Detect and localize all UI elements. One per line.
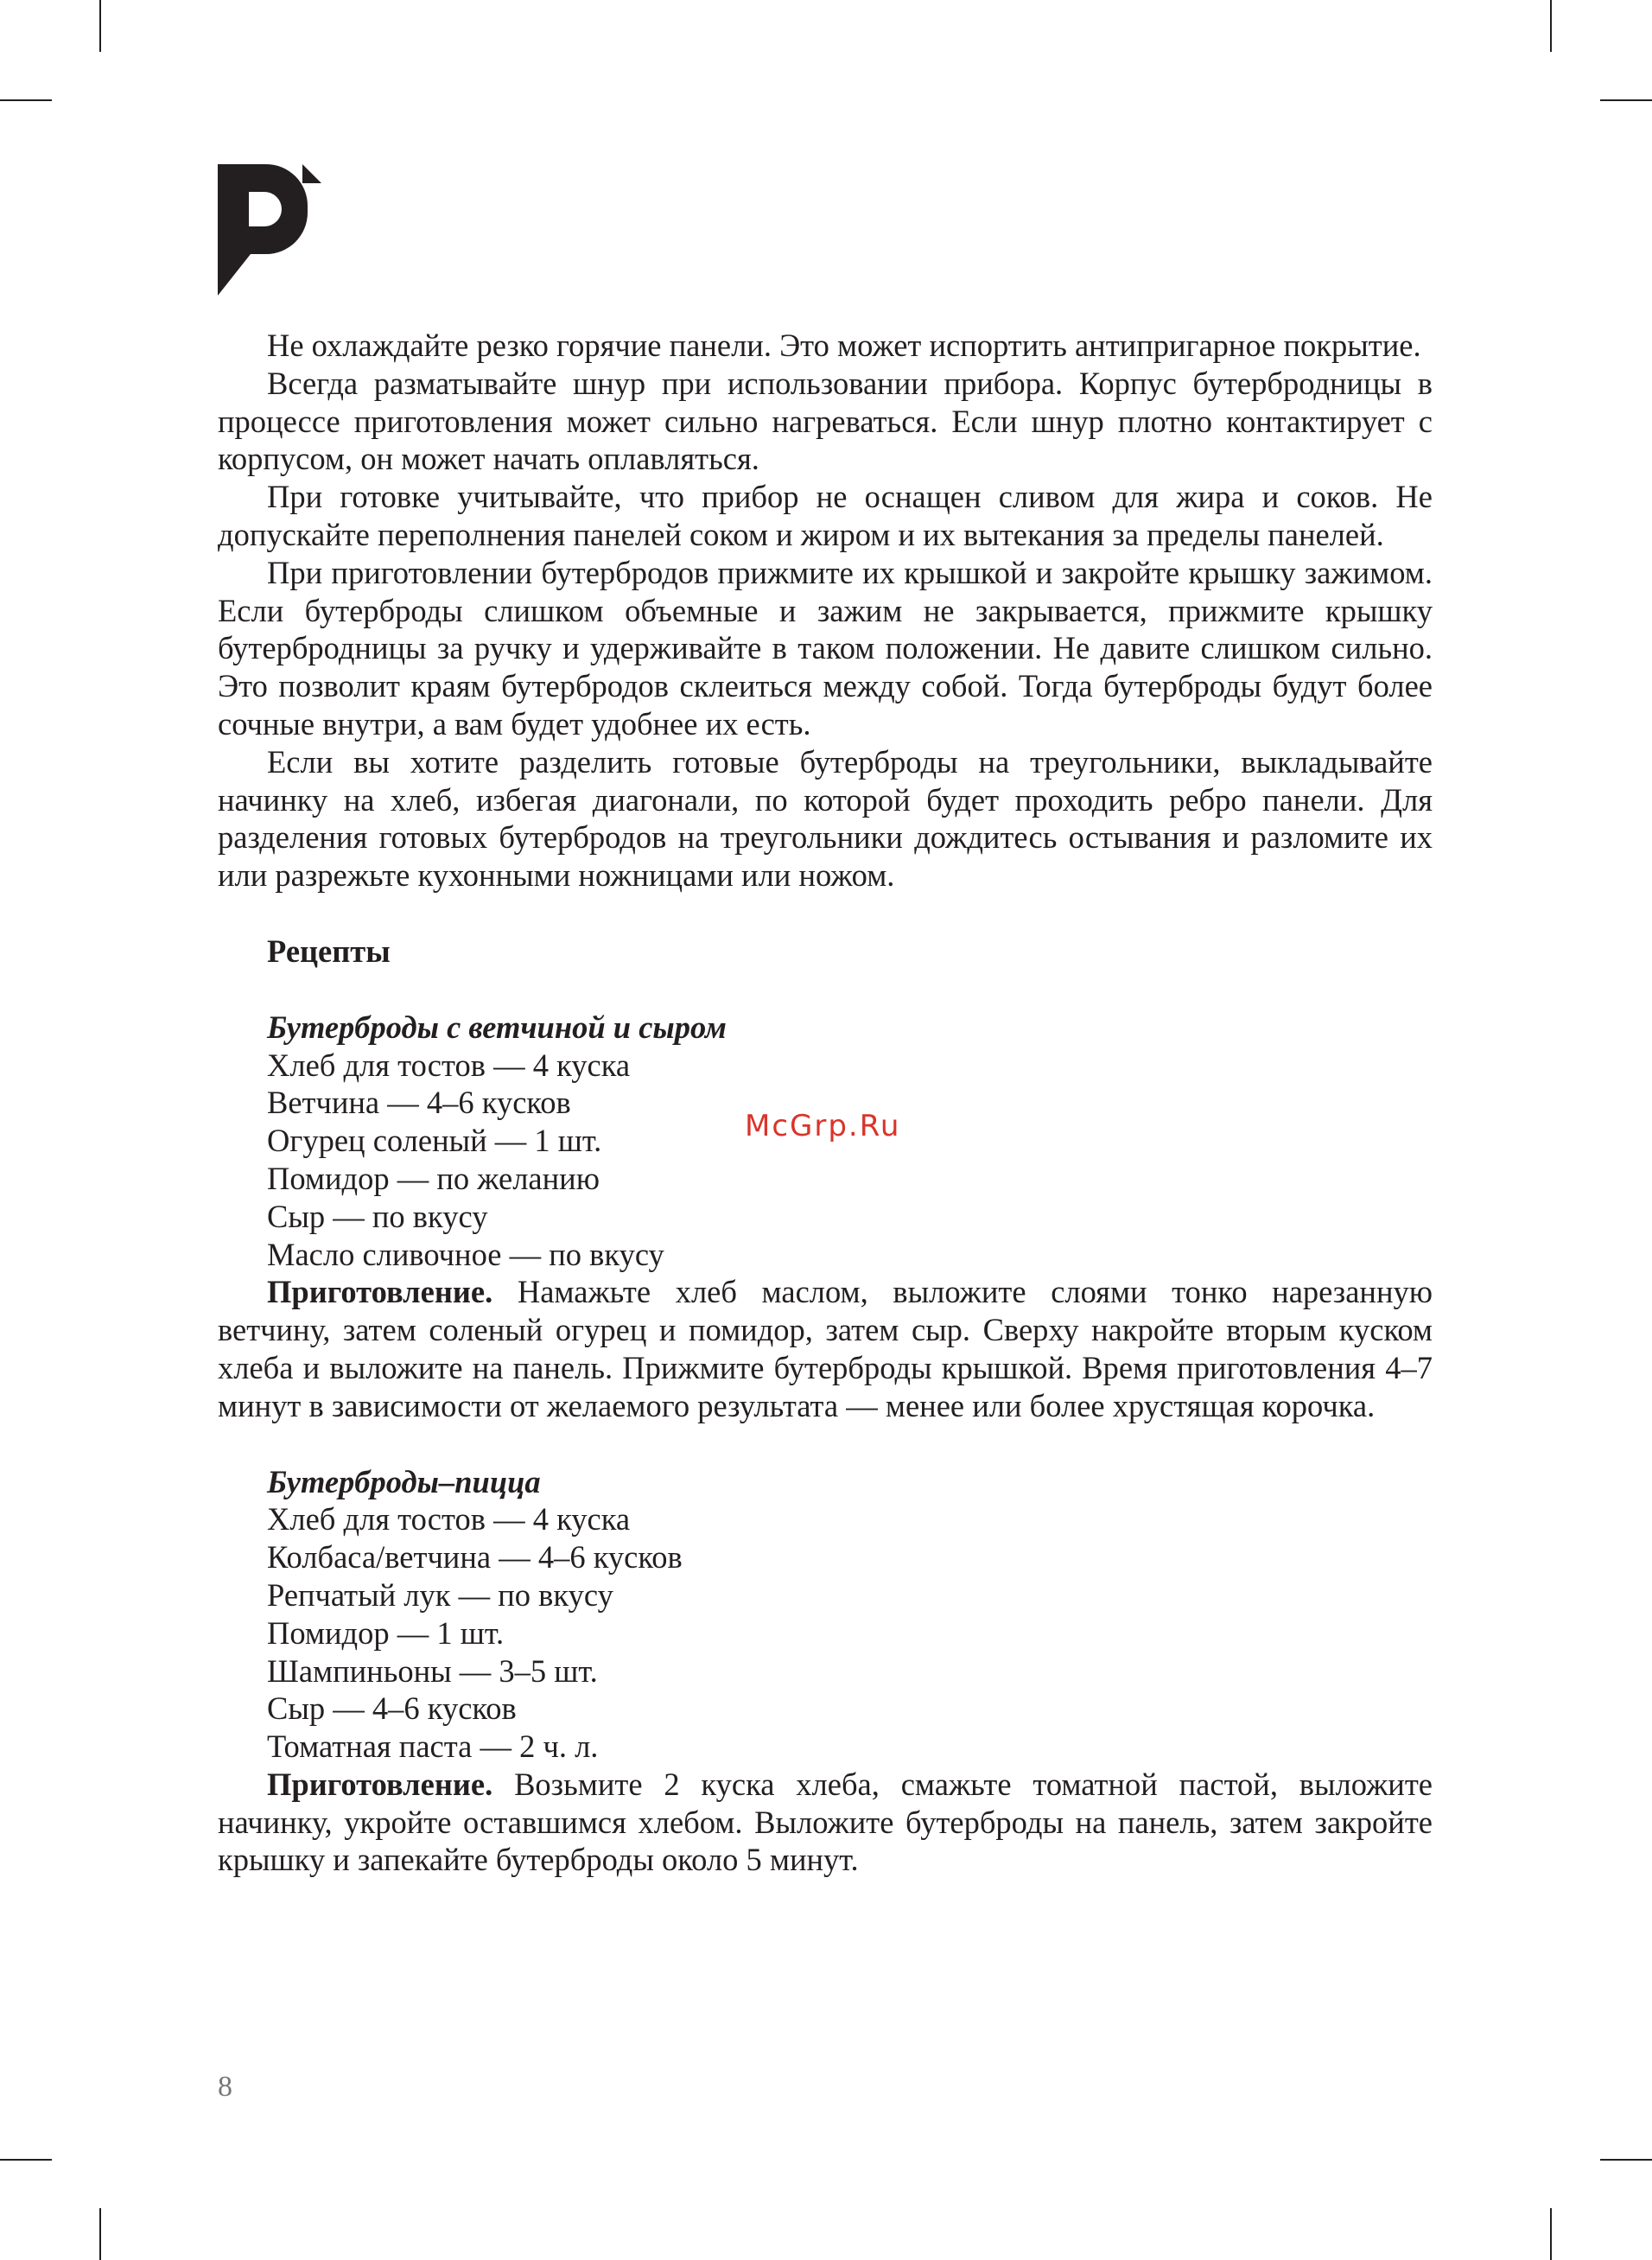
logo-letter-shape [218,164,308,296]
ingredient-item: Шампиньоны — 3–5 шт. [267,1652,598,1689]
recipe-title: Бутерброды с ветчиной и сыром [267,1009,727,1045]
paragraph: При готовке учитывайте, что прибор не оснащен сливом для жира и соков. Не допускайте переполнения панелей соком и жиром и их вытекания за пределы панелей. [218,479,1433,552]
recipe [218,1463,1433,1880]
preparation-label: Приготовление. [267,1766,493,1802]
crop-mark-bottom-right [1550,2208,1552,2260]
recipe [218,1009,1433,1425]
ingredient-item: Ветчина — 4–6 кусков [267,1085,571,1121]
ingredient-item: Помидор — 1 шт. [267,1614,505,1651]
page-content [218,327,1433,1879]
ingredient-item: Масло сливочное — по вкусу [267,1236,664,1272]
ingredient-list [218,1500,1433,1766]
paragraph: При приготовлении бутербродов прижмите их крышкой и закройте крышку зажимом. Если бутерброды слишком объемные и зажим не закрывается, прижмите крышку бутербродницы за ручку и удерживайте в таком положении. Не давите слишком сильно. Это позволит краям бутербродов склеиться между собой. Тогда бутерброды будут более сочные внутри, а вам будет удобнее их есть. [218,554,1433,742]
ingredient-item: Колбаса/ветчина — 4–6 кусков [267,1539,683,1576]
paragraph: Не охлаждайте резко горячие панели. Это может испортить антипригарное покрытие. [267,328,1421,363]
preparation-body: Намажьте хлеб маслом, выложите слоями тонко нарезанную ветчину, затем соленый огурец и помидор, затем сыр. Сверху накройте вторым куском хлеба и выложите на панель. Прижмите бутерброды крышкой. Время приготовления 4–7 минут в зависимости от желаемого результата — менее или более хрустящая корочка. [218,1274,1433,1423]
crop-mark-top-left [99,0,101,52]
preparation-body: Возьмите 2 куска хлеба, смажьте томатной пастой, выложите начинку, укройте оставшимся хлебом. Выложите бутерброды на панель, затем закройте крышку и запекайте бутерброды около 5 минут. [218,1766,1433,1878]
crop-mark-top-left-horizontal [0,99,52,101]
paragraph: Если вы хотите разделить готовые бутерброды на треугольники, выкладывайте начинку на хлеб, избегая диагонали, по которой будет проходить ребро панели. Для разделения готовых бутербродов на треугольники дождитесь остывания и разломите их или разрежьте кухонными ножницами или ножом. [218,743,1433,894]
preparation-text [218,1766,1433,1879]
ingredient-item: Хлеб для тостов — 4 куска [267,1047,631,1083]
preparation-label: Приготовление. [267,1274,493,1310]
recipes-heading: Рецепты [267,933,391,969]
watermark: McGrp.Ru [745,1109,901,1143]
paragraph: Всегда разматывайте шнур при использовании прибора. Корпус бутербродницы в процессе приготовления может сильно нагреваться. Если шнур плотно контактирует с корпусом, он может начать оплавляться. [218,365,1433,477]
crop-mark-bottom-left-horizontal [0,2159,52,2161]
ingredient-list [218,1047,1433,1274]
preparation-text [218,1273,1433,1424]
ingredient-item: Хлеб для тостов — 4 куска [267,1501,631,1537]
ingredient-item: Томатная паста — 2 ч. л. [267,1728,599,1765]
brand-logo-icon [218,164,321,296]
ingredient-item: Сыр — по вкусу [267,1198,488,1234]
ingredient-item: Репчатый лук — по вкусу [267,1576,613,1613]
recipe-title: Бутерброды–пицца [267,1463,541,1499]
ingredient-item: Огурец соленый — 1 шт. [267,1123,602,1159]
crop-mark-top-right-horizontal [1600,99,1652,101]
crop-mark-bottom-left [99,2208,101,2260]
crop-mark-top-right [1550,0,1552,52]
ingredient-item: Помидор — по желанию [267,1160,600,1196]
page-number: 8 [218,2071,232,2103]
ingredient-item: Сыр — 4–6 кусков [267,1690,517,1727]
logo-accent-triangle [302,164,321,183]
crop-mark-bottom-right-horizontal [1600,2159,1652,2161]
